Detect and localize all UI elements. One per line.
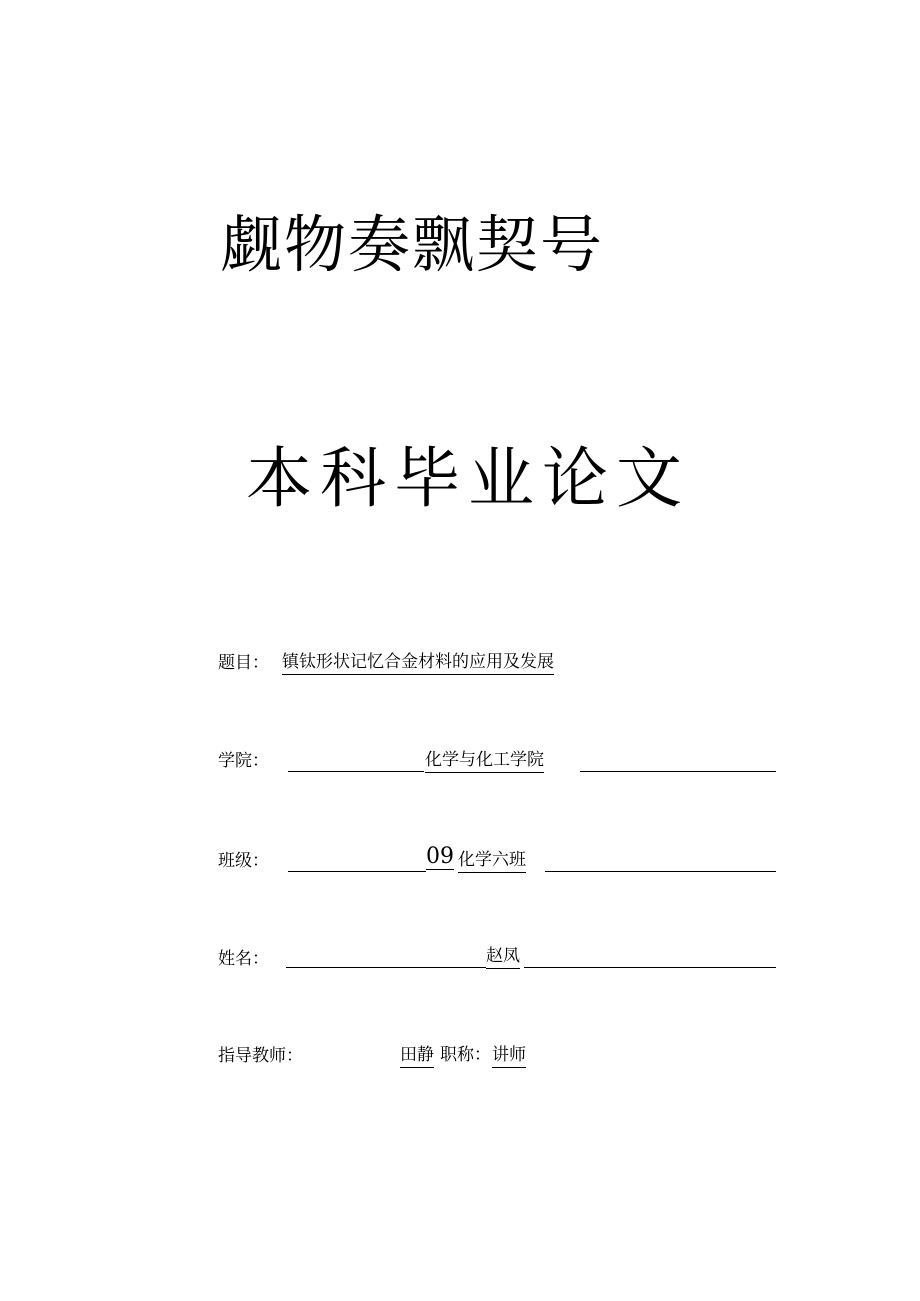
name-field xyxy=(218,944,269,974)
class-field xyxy=(218,846,269,876)
college-underline-right xyxy=(580,771,776,772)
title-value: 镇钛形状记忆合金材料的应用及发展 xyxy=(282,650,554,675)
title-label: 题目： xyxy=(218,653,269,673)
title-field xyxy=(218,648,269,678)
college-underline-left xyxy=(288,771,424,772)
name-underline-left xyxy=(286,967,486,968)
college-field xyxy=(218,746,269,776)
name-value: 赵凤 xyxy=(486,944,520,969)
college-value: 化学与化工学院 xyxy=(425,748,544,773)
class-underline-left xyxy=(288,871,426,872)
document-type-heading: 本科毕业论文 xyxy=(246,440,690,517)
college-label: 学院： xyxy=(218,751,269,771)
class-number: 09 xyxy=(426,844,454,869)
advisor-title-label: 职称： xyxy=(440,1045,491,1065)
class-value: 化学六班 xyxy=(458,848,526,873)
advisor-field xyxy=(218,1041,303,1071)
class-label: 班级： xyxy=(218,851,269,871)
advisor-value: 田静 xyxy=(400,1043,434,1068)
advisor-title-value: 讲师 xyxy=(492,1043,526,1068)
university-name: 觑物奏飘契号 xyxy=(220,208,605,281)
name-underline-right xyxy=(524,967,776,968)
class-underline-right xyxy=(545,871,776,872)
advisor-label: 指导教师： xyxy=(218,1046,303,1066)
name-label: 姓名： xyxy=(218,949,269,969)
